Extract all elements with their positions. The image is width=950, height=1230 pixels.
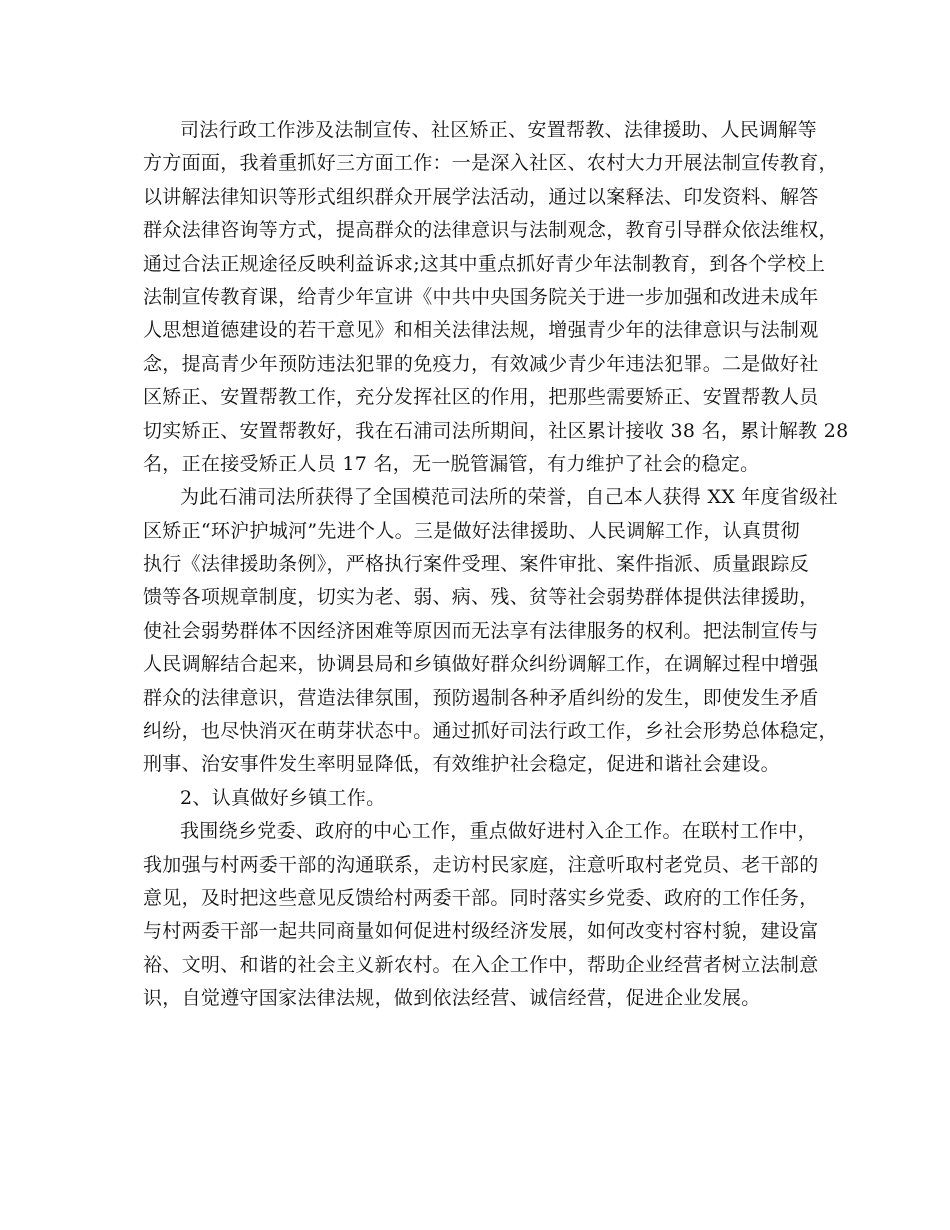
text-line: 区矫正“环沪护城河”先进个人。三是做好法律援助、人民调解工作，认真贯彻 xyxy=(143,519,800,542)
text-line: 使社会弱势群体不因经济困难等原因而无法享有法律服务的权利。把法制宣传与 xyxy=(143,619,819,642)
text-line: 与村两委干部一起共同商量如何促进村级经济发展，如何改变村容村貌，建设富 xyxy=(143,920,819,943)
text-line: 我围绕乡党委、政府的中心工作，重点做好进村入企工作。在联村工作中， xyxy=(180,820,817,843)
text-line: 执行《法律援助条例》，严格执行案件受理、案件审批、案件指派、质量跟踪反 xyxy=(143,553,810,576)
text-line: 区矫正、安置帮教工作，充分发挥社区的作用，把那些需要矫正、安置帮教人员 xyxy=(143,386,819,409)
text-line: 为此石浦司法所获得了全国模范司法所的荣誉，自己本人获得 XX 年度省级社 xyxy=(180,486,838,509)
text-line: 2、认真做好乡镇工作。 xyxy=(180,786,386,809)
text-line: 纠纷，也尽快消灭在萌芽状态中。通过抓好司法行政工作，乡社会形势总体稳定， xyxy=(143,720,838,743)
text-line: 方方面面，我着重抓好三方面工作：一是深入社区、农村大力开展法制宣传教育， xyxy=(143,152,838,175)
text-line: 切实矫正、安置帮教好，我在石浦司法所期间，社区累计接收 38 名，累计解教 28 xyxy=(143,419,849,442)
text-line: 意见，及时把这些意见反馈给村两委干部。同时落实乡党委、政府的工作任务， xyxy=(143,886,819,909)
text-line: 法制宣传教育课，给青少年宣讲《中共中央国务院关于进一步加强和改进未成年 xyxy=(143,285,819,308)
text-line: 念，提高青少年预防违法犯罪的免疫力，有效减少青少年违法犯罪。二是做好社 xyxy=(143,352,819,375)
text-line: 馈等各项规章制度，切实为老、弱、病、残、贫等社会弱势群体提供法律援助， xyxy=(143,586,819,609)
text-line: 我加强与村两委干部的沟通联系，走访村民家庭，注意听取村老党员、老干部的 xyxy=(143,853,819,876)
text-line: 群众法律咨询等方式，提高群众的法律意识与法制观念，教育引导群众依法维权， xyxy=(143,219,838,242)
text-line: 通过合法正规途径反映利益诉求;这其中重点抓好青少年法制教育，到各个学校上 xyxy=(143,252,826,275)
text-line: 名，正在接受矫正人员 17 名，无一脱管漏管，有力维护了社会的稳定。 xyxy=(143,452,760,475)
text-line: 裕、文明、和谐的社会主义新农村。在入企工作中，帮助企业经营者树立法制意 xyxy=(143,953,819,976)
text-line: 以讲解法律知识等形式组织群众开展学法活动，通过以案释法、印发资料、解答 xyxy=(143,185,819,208)
text-line: 群众的法律意识，营造法律氛围，预防遏制各种矛盾纠纷的发生，即使发生矛盾 xyxy=(143,686,819,709)
text-line: 刑事、治安事件发生率明显降低，有效维护社会稳定，促进和谐社会建设。 xyxy=(143,753,780,776)
document-body xyxy=(143,114,849,1016)
text-line: 人民调解结合起来，协调县局和乡镇做好群众纠纷调解工作，在调解过程中增强 xyxy=(143,653,819,676)
text-line: 识，自觉遵守国家法律法规，做到依法经营、诚信经营，促进企业发展。 xyxy=(143,987,761,1010)
text-line: 司法行政工作涉及法制宣传、社区矫正、安置帮教、法律援助、人民调解等 xyxy=(180,119,817,141)
text-line: 人思想道德建设的若干意见》和相关法律法规，增强青少年的法律意识与法制观 xyxy=(143,319,819,342)
